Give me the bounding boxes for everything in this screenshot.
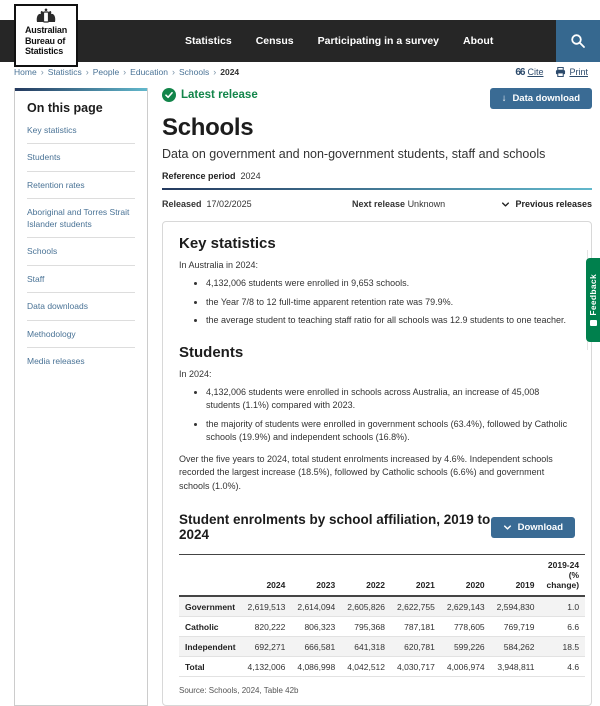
- release-meta-row: [162, 199, 592, 209]
- key-stat-item: • the average student to teaching staff ratio for all schools was 12.9 students to one teacher.: [206, 314, 575, 328]
- cell: 4,042,512: [341, 657, 391, 677]
- sidebar-item-students[interactable]: Students: [27, 144, 135, 171]
- cell: 2,614,094: [291, 596, 341, 617]
- previous-releases-toggle[interactable]: Previous releases: [501, 199, 592, 209]
- col-header-blank: [179, 555, 242, 597]
- feedback-label: Feedback: [588, 274, 598, 316]
- latest-release-badge: Latest release: [162, 88, 258, 102]
- breadcrumb-education[interactable]: Education: [130, 67, 168, 77]
- reference-period: Reference period 2024: [162, 171, 261, 181]
- cell: 599,226: [441, 637, 491, 657]
- cell: 4,132,006: [242, 657, 292, 677]
- on-this-page-panel: [14, 88, 148, 706]
- cell: 1.0: [541, 596, 586, 617]
- nav-participating[interactable]: Participating in a survey: [317, 35, 440, 47]
- breadcrumb-separator: ›: [123, 67, 127, 77]
- search-icon: [570, 33, 586, 49]
- key-statistics-intro: In Australia in 2024:: [179, 260, 259, 270]
- col-header-2019: 2019: [491, 555, 541, 597]
- main-nav: [185, 20, 493, 62]
- cell: 795,368: [341, 617, 391, 637]
- col-header-2020: 2020: [441, 555, 491, 597]
- search-button[interactable]: [556, 20, 600, 62]
- cell: 2,629,143: [441, 596, 491, 617]
- cell: 778,605: [441, 617, 491, 637]
- breadcrumb: [14, 67, 239, 77]
- key-stat-item: • the Year 7/8 to 12 full-time apparent retention rate was 79.9%.: [206, 296, 575, 310]
- key-statistics-heading: Key statistics: [179, 235, 276, 252]
- feedback-bubble-icon: [590, 320, 597, 326]
- students-item: • 4,132,006 students were enrolled in schools across Australia, an increase of 45,008 students (1.1%) compared with 2023.: [206, 386, 575, 413]
- breadcrumb-separator: ›: [85, 67, 89, 77]
- enrolments-table: [179, 554, 585, 677]
- nav-statistics[interactable]: Statistics: [185, 35, 232, 47]
- breadcrumb-separator: ›: [171, 67, 175, 77]
- printer-icon: [555, 67, 566, 77]
- row-label: Total: [179, 657, 242, 677]
- breadcrumb-row: [0, 62, 600, 82]
- cell: 4,030,717: [391, 657, 441, 677]
- on-this-page-title: On this page: [27, 101, 103, 115]
- col-header-change: 2019-24 (% change): [541, 555, 586, 597]
- cell: 4.6: [541, 657, 586, 677]
- col-header-2022: 2022: [341, 555, 391, 597]
- breadcrumb-statistics[interactable]: Statistics: [47, 67, 82, 77]
- cell: 4,086,998: [291, 657, 341, 677]
- gradient-divider: [162, 188, 592, 190]
- next-release: Next release Unknown: [352, 199, 446, 209]
- sidebar-item-schools[interactable]: Schools: [27, 238, 135, 265]
- cell: 641,318: [341, 637, 391, 657]
- cell: 620,781: [391, 637, 441, 657]
- breadcrumb-people[interactable]: People: [92, 67, 120, 77]
- cell: 584,262: [491, 637, 541, 657]
- students-item: • the majority of students were enrolled in government schools (63.4%), followed by Catholic schools (19.9%) and independent schools (16.8%).: [206, 418, 575, 445]
- table-row-independent: [179, 637, 585, 657]
- abs-logo[interactable]: [14, 4, 78, 67]
- breadcrumb-schools[interactable]: Schools: [178, 67, 210, 77]
- cell: 787,181: [391, 617, 441, 637]
- breadcrumb-home[interactable]: Home: [14, 67, 37, 77]
- sidebar-item-methodology[interactable]: Methodology: [27, 321, 135, 348]
- sidebar-item-staff[interactable]: Staff: [27, 266, 135, 293]
- cell: 4,006,974: [441, 657, 491, 677]
- quote-icon: 66: [515, 66, 525, 78]
- table-row-catholic: [179, 617, 585, 637]
- nav-census[interactable]: Census: [255, 35, 294, 47]
- cell: 806,323: [291, 617, 341, 637]
- key-stat-item: • 4,132,006 students were enrolled in 9,653 schools.: [206, 277, 575, 291]
- breadcrumb-separator: ›: [213, 67, 217, 77]
- row-label: Catholic: [179, 617, 242, 637]
- table-row-total: [179, 657, 585, 677]
- page-actions: [515, 67, 588, 78]
- students-paragraph: Over the five years to 2024, total student enrolments increased by 4.6%. Independent schools recorded the largest increase (18.5%), followed by Catholic schools (6.6%) and government schools (1.0%).: [179, 453, 553, 492]
- nav-about[interactable]: About: [463, 35, 494, 47]
- row-label: Government: [179, 596, 242, 617]
- cell: 820,222: [242, 617, 292, 637]
- cite-button[interactable]: 66 Cite: [515, 66, 544, 78]
- sidebar-item-key-statistics[interactable]: Key statistics: [27, 117, 135, 144]
- enrolments-table-title: Student enrolments by school affiliation, 2019 to 2024: [179, 512, 491, 543]
- col-header-2021: 2021: [391, 555, 441, 597]
- cell: 769,719: [491, 617, 541, 637]
- sidebar-item-media-releases[interactable]: Media releases: [27, 356, 85, 367]
- released-date: Released 17/02/2025: [162, 199, 252, 209]
- students-list: [179, 386, 575, 445]
- cell: 18.5: [541, 637, 586, 657]
- key-statistics-list: [179, 277, 575, 328]
- abs-coat-of-arms-icon: [33, 8, 59, 25]
- chevron-down-icon: [501, 200, 510, 209]
- cell: 2,594,830: [491, 596, 541, 617]
- col-header-2024: 2024: [242, 555, 292, 597]
- cell: 2,622,755: [391, 596, 441, 617]
- breadcrumb-separator: ›: [40, 67, 44, 77]
- table-row-government: [179, 596, 585, 617]
- data-download-button[interactable]: ↓ Data download: [490, 88, 592, 109]
- breadcrumb-current: 2024: [220, 67, 240, 77]
- table-source-note: Source: Schools, 2024, Table 42b: [179, 686, 299, 696]
- table-download-button[interactable]: Download: [491, 517, 575, 538]
- print-button[interactable]: Print: [555, 67, 588, 77]
- check-circle-icon: [162, 88, 176, 102]
- students-heading: Students: [179, 343, 244, 361]
- row-label: Independent: [179, 637, 242, 657]
- chevron-down-icon: [503, 523, 512, 532]
- page-subtitle: Data on government and non-government students, staff and schools: [162, 147, 546, 161]
- sidebar-item-retention-rates[interactable]: Retention rates: [27, 172, 135, 199]
- cell: 3,948,811: [491, 657, 541, 677]
- students-intro: In 2024:: [179, 368, 212, 379]
- sidebar-item-data-downloads[interactable]: Data downloads: [27, 293, 135, 320]
- cell: 2,619,513: [242, 596, 292, 617]
- download-arrow-icon: ↓: [501, 93, 507, 104]
- page-title: Schools: [162, 114, 254, 141]
- main-content: [162, 88, 592, 706]
- cell: 6.6: [541, 617, 586, 637]
- cell: 692,271: [242, 637, 292, 657]
- feedback-tab[interactable]: [586, 258, 600, 342]
- sidebar-item-aboriginal-students[interactable]: Aboriginal and Torres Strait Islander students: [27, 199, 135, 238]
- cell: 666,581: [291, 637, 341, 657]
- abs-logo-text: Australian Bureau of Statistics: [24, 25, 67, 56]
- cell: 2,605,826: [341, 596, 391, 617]
- col-header-2023: 2023: [291, 555, 341, 597]
- table-header-row: [179, 555, 585, 597]
- release-content-panel: [162, 221, 592, 706]
